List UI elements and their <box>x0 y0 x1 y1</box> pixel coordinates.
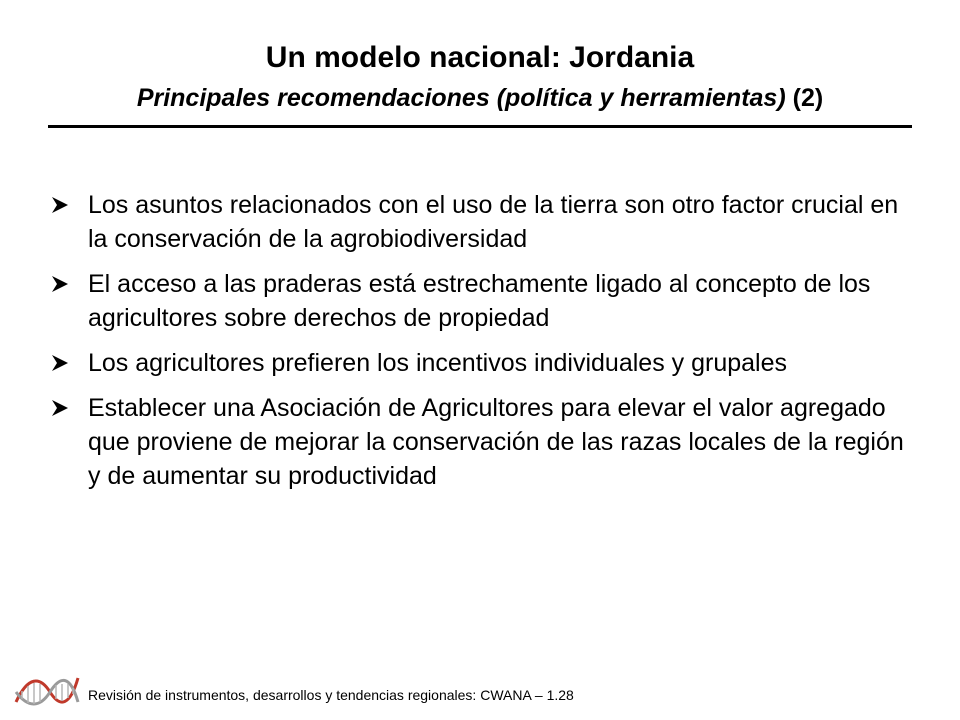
arrowhead-bullet-icon <box>50 399 70 417</box>
arrowhead-bullet-icon <box>50 275 70 293</box>
bullet-item <box>50 267 910 335</box>
arrowhead-bullet-icon <box>50 196 70 214</box>
arrowhead-bullet-icon <box>50 354 70 372</box>
slide-title: Un modelo nacional: Jordania <box>265 41 695 74</box>
bullet-item <box>50 188 910 256</box>
bullet-item <box>50 346 910 380</box>
subtitle-main: Principales recomendaciones (política y herramientas) <box>136 84 786 112</box>
dna-helix-icon <box>14 672 80 708</box>
bullet-list <box>50 188 910 504</box>
bullet-item <box>50 391 910 493</box>
title-underline <box>48 125 912 128</box>
subtitle-suffix: (2) <box>785 84 824 112</box>
slide-subtitle <box>0 82 960 114</box>
bullet-text: Los asuntos relacionados con el uso de la tierra son otro factor crucial en la conservación de la agrobiodiversidad <box>88 191 899 253</box>
bullet-text: Los agricultores prefieren los incentivos individuales y grupales <box>88 349 787 377</box>
bullet-text: Establecer una Asociación de Agricultores para elevar el valor agregado que proviene de mejorar la conservación de las razas locales de la región y de aumentar su productividad <box>88 394 904 490</box>
footer-caption: Revisión de instrumentos, desarrollos y tendencias regionales: CWANA – 1.28 <box>88 687 574 703</box>
bullet-text: El acceso a las praderas está estrechamente ligado al concepto de los agricultores sobre derechos de propiedad <box>88 270 871 332</box>
